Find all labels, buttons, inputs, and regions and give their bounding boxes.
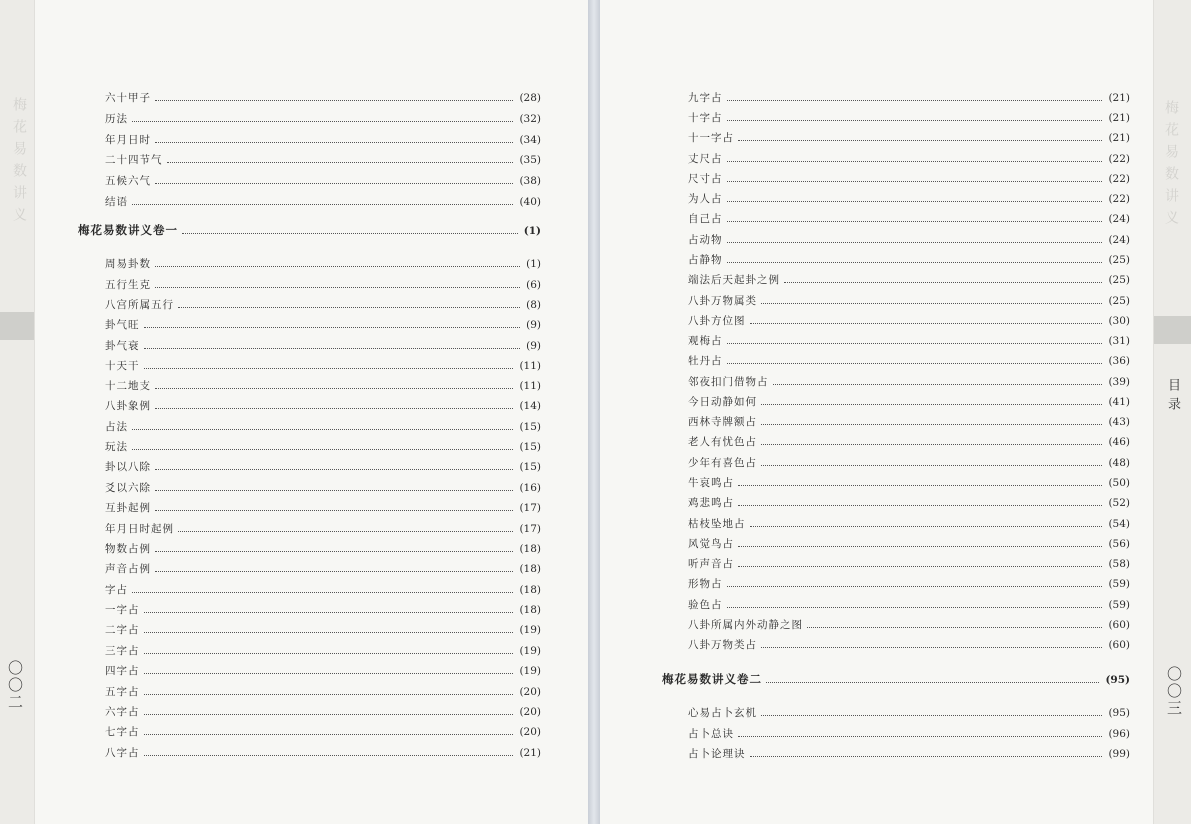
dot-leader — [738, 735, 1102, 737]
toc-entry-title: 字占 — [105, 584, 128, 596]
toc-entry-page-number: (20) — [519, 686, 541, 698]
toc-entry — [78, 317, 541, 335]
dot-leader — [155, 182, 513, 184]
toc-entry-page-number: (17) — [519, 502, 541, 514]
toc-entry-page-number: (60) — [1108, 619, 1130, 631]
toc-entry-title: 互卦起例 — [105, 502, 151, 514]
toc-entry-page-number: (24) — [1108, 213, 1130, 225]
thumb-tab — [1154, 316, 1191, 344]
table-of-contents — [78, 0, 541, 824]
toc-entry — [78, 459, 541, 477]
toc-entry-title: 二字占 — [105, 624, 140, 636]
toc-volume-entry — [78, 222, 541, 240]
toc-entry-title: 验色占 — [688, 599, 723, 611]
toc-entry-title: 今日动静如何 — [688, 396, 757, 408]
toc-entry-title: 四字占 — [105, 665, 140, 677]
toc-entry — [662, 726, 1130, 744]
toc-entry-title: 邻夜扣门借物占 — [688, 376, 769, 388]
toc-entry-page-number: (60) — [1108, 639, 1130, 651]
dot-leader — [738, 484, 1102, 486]
toc-entry-title: 五候六气 — [105, 175, 151, 187]
dot-leader — [738, 545, 1102, 547]
toc-entry-title: 八卦方位图 — [688, 315, 746, 327]
toc-entry-page-number: (36) — [1108, 355, 1130, 367]
toc-entry-title: 六字占 — [105, 706, 140, 718]
dot-leader — [178, 530, 513, 532]
toc-entry-page-number: (95) — [1108, 707, 1130, 719]
toc-entry-page-number: (22) — [1108, 173, 1130, 185]
left-page — [0, 0, 588, 824]
dot-leader — [132, 448, 513, 450]
toc-entry-page-number: (6) — [526, 279, 541, 291]
dot-leader — [727, 585, 1103, 587]
toc-entry-title: 十天干 — [105, 360, 140, 372]
toc-entry-page-number: (16) — [519, 482, 541, 494]
toc-entry — [662, 536, 1130, 554]
toc-entry-title: 玩法 — [105, 441, 128, 453]
toc-entry-title: 一字占 — [105, 604, 140, 616]
toc-entry-title: 十字占 — [688, 112, 723, 124]
dot-leader — [738, 504, 1102, 506]
toc-entry — [662, 272, 1130, 290]
toc-entry — [662, 293, 1130, 311]
dot-leader — [155, 509, 513, 511]
toc-entry-title: 五字占 — [105, 686, 140, 698]
dot-leader — [727, 160, 1103, 162]
toc-entry — [662, 191, 1130, 209]
toc-entry — [662, 637, 1130, 655]
toc-entry-title: 自己占 — [688, 213, 723, 225]
toc-entry — [662, 516, 1130, 534]
toc-entry-page-number: (35) — [519, 154, 541, 166]
dot-leader — [144, 672, 514, 674]
toc-entry — [78, 358, 541, 376]
dot-leader — [727, 200, 1103, 202]
toc-entry — [662, 746, 1130, 764]
toc-entry-page-number: (34) — [519, 134, 541, 146]
right-page — [600, 0, 1191, 824]
toc-entry-title: 占卜总诀 — [688, 728, 734, 740]
toc-entry — [78, 338, 541, 356]
toc-entry — [78, 277, 541, 295]
toc-entry-page-number: (52) — [1108, 497, 1130, 509]
toc-entry-title: 为人占 — [688, 193, 723, 205]
toc-entry-page-number: (19) — [519, 624, 541, 636]
toc-entry — [78, 582, 541, 600]
toc-entry-page-number: (41) — [1108, 396, 1130, 408]
dot-leader — [144, 754, 514, 756]
toc-entry-page-number: (15) — [519, 421, 541, 433]
toc-entry — [78, 684, 541, 702]
toc-entry-page-number: (38) — [519, 175, 541, 187]
dot-leader — [766, 681, 1099, 683]
toc-entry — [78, 622, 541, 640]
dot-leader — [144, 326, 521, 328]
toc-entry-page-number: (22) — [1108, 193, 1130, 205]
toc-entry — [78, 602, 541, 620]
dot-leader — [727, 220, 1103, 222]
toc-entry-title: 八卦象例 — [105, 400, 151, 412]
dot-leader — [132, 428, 513, 430]
toc-entry-title: 心易占卜玄机 — [688, 707, 757, 719]
dot-leader — [727, 261, 1103, 263]
toc-entry — [78, 704, 541, 722]
toc-entry-page-number: (48) — [1108, 457, 1130, 469]
toc-entry-title: 尺寸占 — [688, 173, 723, 185]
toc-entry-page-number: (43) — [1108, 416, 1130, 428]
toc-entry — [78, 152, 541, 170]
toc-entry-page-number: (25) — [1108, 254, 1130, 266]
toc-entry — [78, 561, 541, 579]
toc-entry-title: 鸡悲鸣占 — [688, 497, 734, 509]
toc-entry-page-number: (58) — [1108, 558, 1130, 570]
toc-entry — [662, 232, 1130, 250]
toc-entry-page-number: (9) — [526, 319, 541, 331]
dot-leader — [155, 99, 513, 101]
toc-entry-title: 卦以八除 — [105, 461, 151, 473]
dot-leader — [155, 550, 513, 552]
toc-volume-entry — [662, 671, 1130, 689]
toc-entry — [662, 171, 1130, 189]
toc-entry — [78, 419, 541, 437]
dot-leader — [807, 626, 1102, 628]
page-folio: 〇〇三 — [1165, 666, 1183, 717]
toc-entry-page-number: (32) — [519, 113, 541, 125]
dot-leader — [155, 286, 520, 288]
toc-entry-page-number: (11) — [519, 360, 541, 372]
dot-leader — [144, 347, 521, 349]
toc-entry — [78, 439, 541, 457]
dot-leader — [750, 525, 1103, 527]
toc-entry-title: 八卦万物类占 — [688, 639, 757, 651]
toc-entry-page-number: (9) — [526, 340, 541, 352]
dot-leader — [155, 570, 513, 572]
left-margin-strip — [0, 0, 35, 824]
toc-entry — [662, 211, 1130, 229]
toc-entry-title: 梅花易数讲义卷一 — [78, 223, 178, 237]
page-folio: 〇〇二 — [6, 660, 24, 711]
toc-entry-page-number: (95) — [1105, 674, 1130, 686]
toc-entry-page-number: (54) — [1108, 518, 1130, 530]
toc-entry — [662, 455, 1130, 473]
right-margin-strip — [1153, 0, 1191, 824]
dot-leader — [132, 120, 513, 122]
dot-leader — [727, 606, 1103, 608]
toc-entry-title: 爻以六除 — [105, 482, 151, 494]
dot-leader — [182, 232, 518, 234]
toc-entry-title: 历法 — [105, 113, 128, 125]
toc-entry-page-number: (50) — [1108, 477, 1130, 489]
toc-entry-page-number: (96) — [1108, 728, 1130, 740]
toc-entry-page-number: (59) — [1108, 578, 1130, 590]
toc-entry-title: 八卦万物属类 — [688, 295, 757, 307]
dot-leader — [155, 265, 520, 267]
toc-entry-page-number: (20) — [519, 726, 541, 738]
toc-entry — [662, 333, 1130, 351]
toc-entry-title: 五行生克 — [105, 279, 151, 291]
toc-entry-title: 九字占 — [688, 92, 723, 104]
toc-entry-title: 听声音占 — [688, 558, 734, 570]
toc-entry-page-number: (18) — [519, 563, 541, 575]
toc-entry — [78, 132, 541, 150]
dot-leader — [144, 611, 514, 613]
dot-leader — [144, 713, 514, 715]
toc-entry — [78, 378, 541, 396]
dot-leader — [727, 180, 1103, 182]
toc-entry-title: 周易卦数 — [105, 258, 151, 270]
toc-entry-page-number: (56) — [1108, 538, 1130, 550]
toc-entry — [78, 521, 541, 539]
toc-entry-page-number: (14) — [519, 400, 541, 412]
toc-entry-page-number: (11) — [519, 380, 541, 392]
toc-entry-page-number: (21) — [1108, 132, 1130, 144]
toc-entry — [662, 90, 1130, 108]
toc-entry-page-number: (28) — [519, 92, 541, 104]
toc-entry — [662, 374, 1130, 392]
toc-entry-title: 占卜论理诀 — [688, 748, 746, 760]
dot-leader — [178, 306, 520, 308]
toc-entry-title: 八卦所属内外动静之图 — [688, 619, 803, 631]
toc-entry-page-number: (18) — [519, 584, 541, 596]
toc-entry-title: 结语 — [105, 196, 128, 208]
toc-entry-page-number: (1) — [526, 258, 541, 270]
dot-leader — [727, 241, 1103, 243]
dot-leader — [155, 489, 513, 491]
dot-leader — [761, 714, 1102, 716]
dot-leader — [761, 403, 1102, 405]
toc-entry — [662, 556, 1130, 574]
dot-leader — [155, 468, 513, 470]
toc-entry — [78, 663, 541, 681]
toc-entry-page-number: (22) — [1108, 153, 1130, 165]
toc-entry — [662, 252, 1130, 270]
toc-entry-page-number: (39) — [1108, 376, 1130, 388]
dot-leader — [761, 443, 1102, 445]
dot-leader — [144, 693, 514, 695]
dot-leader — [761, 302, 1102, 304]
dot-leader — [761, 646, 1102, 648]
toc-entry-title: 十二地支 — [105, 380, 151, 392]
toc-entry-title: 占动物 — [688, 234, 723, 246]
toc-entry-title: 年月日时起例 — [105, 523, 174, 535]
toc-entry — [662, 130, 1130, 148]
toc-entry-page-number: (15) — [519, 461, 541, 473]
toc-entry-page-number: (19) — [519, 665, 541, 677]
toc-entry-page-number: (21) — [1108, 112, 1130, 124]
toc-entry — [78, 256, 541, 274]
dot-leader — [727, 362, 1103, 364]
toc-entry — [78, 90, 541, 108]
toc-entry — [662, 576, 1130, 594]
toc-entry — [662, 353, 1130, 371]
toc-entry — [78, 194, 541, 212]
dot-leader — [727, 119, 1103, 121]
toc-entry-title: 形物占 — [688, 578, 723, 590]
toc-entry-title: 端法后天起卦之例 — [688, 274, 780, 286]
toc-entry — [662, 597, 1130, 615]
dot-leader — [738, 139, 1102, 141]
dot-leader — [132, 591, 513, 593]
toc-entry-title: 八宫所属五行 — [105, 299, 174, 311]
toc-entry-title: 牛哀鸣占 — [688, 477, 734, 489]
toc-entry-title: 牡丹占 — [688, 355, 723, 367]
thumb-tab — [0, 312, 34, 340]
dot-leader — [750, 322, 1103, 324]
dot-leader — [144, 733, 514, 735]
toc-entry — [662, 495, 1130, 513]
toc-entry-title: 丈尺占 — [688, 153, 723, 165]
toc-entry-title: 物数占例 — [105, 543, 151, 555]
toc-entry-page-number: (1) — [523, 225, 541, 237]
toc-entry-title: 二十四节气 — [105, 154, 163, 166]
toc-entry-page-number: (59) — [1108, 599, 1130, 611]
toc-entry-page-number: (24) — [1108, 234, 1130, 246]
toc-entry-page-number: (8) — [526, 299, 541, 311]
dot-leader — [132, 203, 513, 205]
toc-entry — [78, 173, 541, 191]
toc-entry-title: 卦气衰 — [105, 340, 140, 352]
toc-entry-title: 声音占例 — [105, 563, 151, 575]
dot-leader — [761, 423, 1102, 425]
dot-leader — [167, 161, 514, 163]
toc-entry — [662, 110, 1130, 128]
toc-entry-title: 占法 — [105, 421, 128, 433]
toc-entry — [78, 111, 541, 129]
toc-entry-page-number: (21) — [519, 747, 541, 759]
toc-entry-title: 年月日时 — [105, 134, 151, 146]
toc-entry — [78, 398, 541, 416]
dot-leader — [155, 141, 513, 143]
dot-leader — [750, 755, 1103, 757]
dot-leader — [144, 652, 514, 654]
toc-entry — [662, 414, 1130, 432]
dot-leader — [155, 407, 513, 409]
dot-leader — [738, 565, 1102, 567]
section-label: 目录 — [1165, 378, 1180, 416]
toc-entry — [78, 643, 541, 661]
toc-entry-page-number: (15) — [519, 441, 541, 453]
toc-entry-title: 卦气旺 — [105, 319, 140, 331]
toc-entry-title: 三字占 — [105, 645, 140, 657]
toc-entry-title: 西林寺牌额占 — [688, 416, 757, 428]
toc-entry — [78, 745, 541, 763]
toc-entry — [662, 617, 1130, 635]
toc-entry-page-number: (21) — [1108, 92, 1130, 104]
toc-entry — [662, 394, 1130, 412]
toc-entry — [78, 724, 541, 742]
toc-entry-title: 风觉鸟占 — [688, 538, 734, 550]
dot-leader — [727, 342, 1103, 344]
dot-leader — [773, 383, 1103, 385]
dot-leader — [761, 464, 1102, 466]
toc-entry-title: 少年有喜色占 — [688, 457, 757, 469]
toc-entry-page-number: (25) — [1108, 274, 1130, 286]
toc-entry-page-number: (40) — [519, 196, 541, 208]
dot-leader — [784, 281, 1102, 283]
toc-entry — [662, 151, 1130, 169]
toc-entry — [78, 500, 541, 518]
toc-entry-page-number: (31) — [1108, 335, 1130, 347]
book-title-watermark: 梅花易数讲义 — [11, 97, 27, 229]
toc-entry — [662, 313, 1130, 331]
toc-entry — [78, 541, 541, 559]
book-title-watermark: 梅花易数讲义 — [1163, 100, 1179, 232]
toc-entry-title: 老人有忧色占 — [688, 436, 757, 448]
toc-entry — [78, 480, 541, 498]
toc-entry-page-number: (19) — [519, 645, 541, 657]
toc-entry-title: 十一字占 — [688, 132, 734, 144]
dot-leader — [155, 387, 513, 389]
toc-entry — [662, 705, 1130, 723]
toc-entry-page-number: (46) — [1108, 436, 1130, 448]
toc-entry — [662, 434, 1130, 452]
toc-entry-title: 六十甲子 — [105, 92, 151, 104]
table-of-contents — [662, 0, 1130, 824]
toc-entry-page-number: (25) — [1108, 295, 1130, 307]
toc-entry-title: 枯枝坠地占 — [688, 518, 746, 530]
toc-entry-title: 七字占 — [105, 726, 140, 738]
dot-leader — [144, 631, 514, 633]
toc-entry-page-number: (20) — [519, 706, 541, 718]
dot-leader — [727, 99, 1103, 101]
toc-entry-page-number: (18) — [519, 604, 541, 616]
toc-entry-page-number: (30) — [1108, 315, 1130, 327]
toc-entry — [78, 297, 541, 315]
toc-entry-title: 占静物 — [688, 254, 723, 266]
book-gutter — [588, 0, 600, 824]
toc-entry — [662, 475, 1130, 493]
toc-entry-page-number: (99) — [1108, 748, 1130, 760]
dot-leader — [144, 367, 514, 369]
toc-entry-page-number: (17) — [519, 523, 541, 535]
toc-entry-title: 观梅占 — [688, 335, 723, 347]
toc-entry-title: 梅花易数讲义卷二 — [662, 672, 762, 686]
toc-entry-title: 八字占 — [105, 747, 140, 759]
toc-entry-page-number: (18) — [519, 543, 541, 555]
